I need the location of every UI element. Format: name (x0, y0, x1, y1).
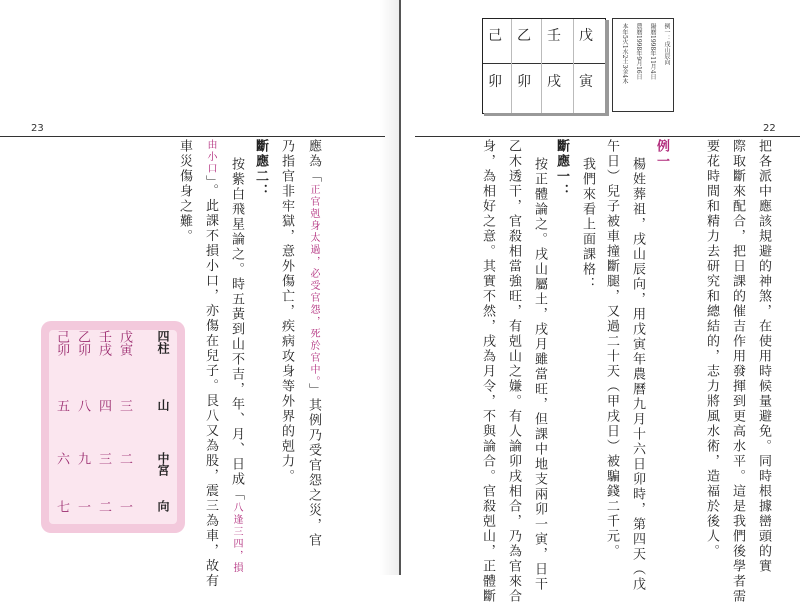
right-text-run: 按正體論之。戌山屬土，戌月雖當旺，但課中地支兩卯一寅，日干 (532, 157, 547, 592)
right-text-run: 乙木透干，官殺相當強旺，有剋山之嫌。有人論卯戌相合，乃為官來合 (506, 139, 521, 604)
right-text-run: 際取斷來配合，把日課的催吉作用發揮到更高水平。這是我們後學者需 (730, 139, 745, 604)
chart-stem-cell: 戊 (579, 28, 593, 44)
left-text-run: 按紫白飛星論之。時五黃到山不吉，年、月、日成「 (229, 157, 244, 502)
table-header-cell: 向 (156, 500, 170, 512)
right-text-run: 把各派中應該規避的神煞，在使用時候量避免。同時根據巒頭的實 (756, 139, 771, 574)
chart-branch-cell: 卯 (517, 74, 531, 90)
right-column (631, 157, 644, 592)
right-column (705, 139, 718, 559)
left-text-run: 正官剋身太過，必受官怨，死於官中。 (308, 184, 319, 383)
right-column (731, 139, 744, 604)
four-pillars-table-inner (49, 330, 177, 524)
right-text-run: 例一 (654, 139, 669, 169)
right-column (555, 139, 568, 199)
left-column (254, 139, 267, 199)
left-text-run: 斷應二： (253, 139, 268, 199)
table-cell: 二 (117, 452, 132, 465)
left-text-run: 車災傷身之難。 (177, 139, 192, 244)
right-column (533, 157, 546, 592)
left-text-run: 八逢三四，損 (231, 502, 242, 574)
left-column (280, 139, 293, 484)
right-column (481, 139, 494, 604)
left-column (178, 139, 191, 244)
left-page-number: 23 (31, 123, 44, 134)
left-column (204, 139, 217, 589)
table-cell: 五 (54, 399, 69, 412)
chart-stem-cell: 乙 (517, 28, 531, 44)
table-cell: 己卯 (54, 330, 69, 356)
left-text-run: 」其例乃受官怨之災，官 (306, 383, 321, 548)
table-cell: 六 (54, 452, 69, 465)
four-pillars-table (41, 321, 185, 533)
chart-note-line: 本年5火1水2土3金4木 (621, 23, 628, 85)
chart-stem-cell: 己 (488, 28, 502, 44)
left-text-run: 」。此課不損小口，亦傷在兒子。艮八又為股，震三為車，故有 (203, 175, 218, 589)
left-text-run: 由小口 (205, 139, 216, 175)
right-column (655, 139, 668, 169)
chart-shadow (484, 113, 608, 116)
table-cell: 八 (75, 399, 90, 412)
chart-note-box (612, 18, 674, 112)
pillars-chart (482, 18, 606, 114)
right-page-number: 22 (763, 123, 776, 134)
chart-note-line: 農曆1998年9月16日 (635, 23, 642, 80)
chart-branch-cell: 戌 (547, 74, 561, 90)
chart-shadow-side (605, 20, 609, 116)
right-text-run: 楊姓葬祖，戌山辰向，用戊寅年農曆九月十六日卯時，第四天（戊 (630, 157, 645, 592)
table-cell: 三 (96, 452, 111, 465)
chart-note-line: 陽曆1998年11月4日 (649, 23, 656, 80)
table-cell: 三 (117, 399, 132, 412)
gutter-shadow (380, 0, 399, 575)
right-text-run: 身，為相好之意。其實不然，戌為月令，不與論合。官殺剋山，正體斷 (480, 139, 495, 604)
left-text-run: 應為「 (306, 139, 321, 184)
chart-stem-cell: 壬 (547, 28, 561, 44)
table-cell: 二 (96, 500, 111, 513)
right-text-run: 斷應一： (554, 139, 569, 199)
table-cell: 戊寅 (117, 330, 132, 356)
chart-branch-cell: 寅 (579, 74, 593, 90)
table-cell: 壬戌 (96, 330, 111, 356)
right-text-run: 我們來看上面課格： (580, 157, 595, 292)
table-cell: 一 (75, 500, 90, 513)
left-page-rule (0, 136, 385, 137)
left-column (230, 157, 243, 574)
left-text-run: 乃指官非牢獄，意外傷亡，疾病攻身等外界的剋力。 (279, 139, 294, 484)
table-cell: 四 (96, 399, 111, 412)
table-header-cell: 中宮 (156, 452, 170, 476)
right-column (581, 157, 594, 292)
chart-note-line: 例一：戌山辰向 (663, 23, 670, 65)
table-cell: 一 (117, 500, 132, 513)
chart-branch-cell: 卯 (488, 74, 502, 90)
table-cell: 乙卯 (75, 330, 90, 356)
left-column (307, 139, 320, 548)
right-column (605, 139, 618, 559)
book-gutter (399, 0, 401, 575)
right-text-run: 午日）兒子被車撞斷腿，又過二十天（甲戌日）被騙錢二千元。 (604, 139, 619, 559)
right-page-rule (415, 136, 800, 137)
right-text-run: 要花時間和精力去研究和總結的，志力將風水術，造福於後人。 (704, 139, 719, 559)
table-cell: 九 (75, 452, 90, 465)
right-column (507, 139, 520, 604)
table-cell: 七 (54, 500, 69, 513)
right-column (757, 139, 770, 574)
table-header-cell: 四柱 (156, 330, 170, 354)
table-header-cell: 山 (156, 399, 170, 411)
